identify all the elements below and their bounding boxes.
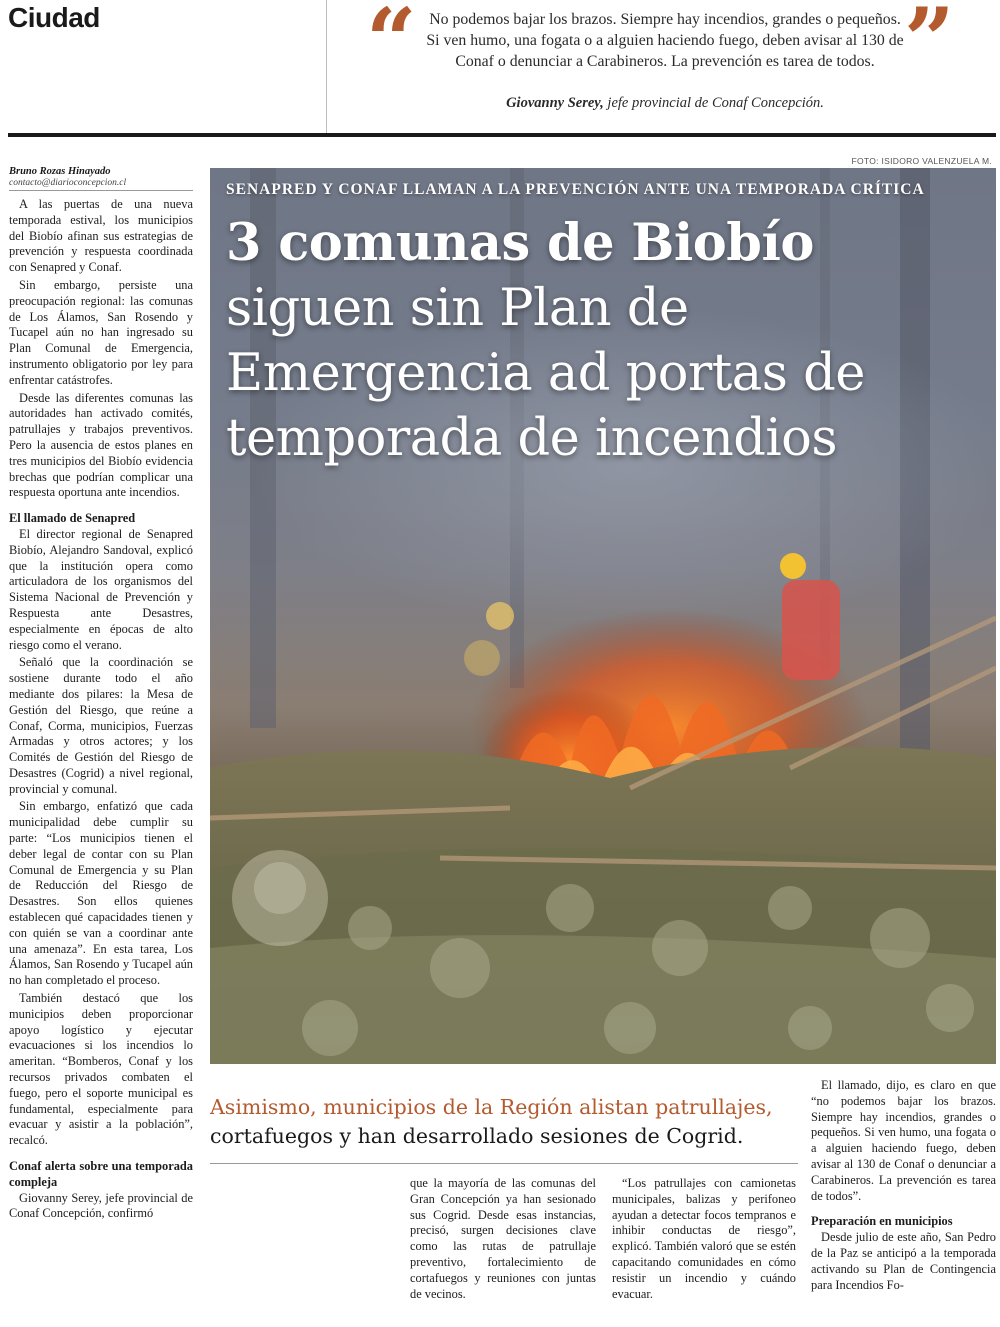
highlight-lede [210,1093,790,1151]
paragraph: Sin embargo, persiste una preocupación regional: las comunas de Los Álamos, San Rosendo y Tucapel aún no han ingresado su Plan Comunal de Emergencia, instrumento obligatorio por ley para enfrentar catástrofes. [9,277,193,387]
paragraph: “Los patrullajes con camionetas municipales, balizas y perifoneo ayudan a detectar focos tempranos e inhibir conductas de riesgo”, explicó. También valoró que se estén capacitando comunidades en cómo resistir un incendio y cuándo evacuar. [612,1176,796,1301]
byline-rule [9,190,193,191]
article-column-1 [9,197,193,1224]
paragraph: que la mayoría de las comunas del Gran Concepción ya han sesionado sus Cogrid. Desde esas instancias, precisó, surgen decisiones clave como las rutas de patrullaje preventivo, fortalecimiento de cortafuegos y reuniones con juntas de vecinos. [410,1176,596,1301]
headline-rest: siguen sin Plan de Emergencia ad portas de temporada de incendios [226,279,865,468]
header-divider [326,0,327,133]
paragraph: Desde las diferentes comunas las autoridades han activado comités, patrullajes y trabajos preventivos. Pero la ausencia de estos planes en tres municipios del Biobío evidencia brechas que podrían complicar una respuesta oportuna ante incendios. [9,390,193,500]
paragraph: El llamado, dijo, es claro en que “no podemos bajar los brazos. Siempre hay incendios, grandes o pequeños. Si ven humo, una fogata o a alguien haciendo fuego, deben avisar al 130 de Conaf o denunciar a Carabineros. La prevención es tarea de todos”. [811,1078,996,1203]
quote-author-role: jefe provincial de Conaf Concepción. [603,95,824,111]
kicker: SENAPRED Y CONAF LLAMAN A LA PREVENCIÓN ANTE UNA TEMPORADA CRÍTICA [226,181,925,198]
highlight-dark: cortafuegos y han desarrollado sesiones de Cogrid. [210,1124,744,1148]
quote-author-name: Giovanny Serey, [506,95,604,111]
paragraph: Giovanny Serey, jefe provincial de Conaf Concepción, confirmó [9,1190,193,1221]
byline-email[interactable]: contacto@diarioconcepcion.cl [9,178,127,188]
paragraph: Señaló que la coordinación se sostiene durante todo el año mediante dos pilares: la Mesa de Gestión del Riesgo, que reúne a Conaf, Corma, municipios, Fuerzas Armadas y otros actores; y los Comités de Gestión del Riesgo de Desastres (Cogrid) a nivel regional, provincial y comunal. [9,655,193,796]
byline-author: Bruno Rozas Hinayado [9,166,111,177]
paragraph: El director regional de Senapred Biobío, Alejandro Sandoval, explicó que la institución opera como articuladora de los organismos del Sistema Nacional de Prevención y Respuesta ante Desastres, especialmente en épocas de alto riesgo como el verano. [9,526,193,652]
subheading: El llamado de Senapred [9,511,136,526]
highlight-rule [210,1163,798,1164]
paragraph: Sin embargo, enfatizó que cada municipalidad debe cumplir su parte: “Los municipios tienen el deber legal de contar con su Plan Comunal de Emergencia y su Plan de Reducción del Riesgo de Desastres. Son ellos quienes establecen qué capacidades tienen y con quién se van a coordinar ante una amenaza”. En esta tarea, Los Álamos, San Rosendo y Tucapel aún no han completado el proceso. [9,799,193,988]
headline [226,211,986,471]
photo-credit: FOTO: ISIDORO VALENZUELA M. [851,156,992,166]
article-column-4 [811,1078,996,1295]
paragraph: Desde julio de este año, San Pedro de la Paz se anticipó a la temporada activando su Plan de Contingencia para Incendios Fo- [811,1230,996,1292]
highlight-orange: Asimismo, municipios de la Región alistan patrullajes, [210,1095,773,1119]
quote-close-icon: ” [904,0,955,92]
paragraph: A las puertas de una nueva temporada estival, los municipios del Biobío afinan sus estrategias de prevención y respuesta coordinada con Senapred y Conaf. [9,197,193,275]
subheading: Conaf alerta sobre una temporada compleja [9,1159,193,1189]
header-rule [8,133,996,137]
subheading: Preparación en municipios [811,1214,953,1229]
article-column-3 [612,1176,796,1304]
article-column-2 [410,1176,596,1304]
section-label: Ciudad [8,2,100,33]
pull-quote-text: No podemos bajar los brazos. Siempre hay incendios, grandes o pequeños. Si ven humo, una fogata o a alguien haciendo fuego, deben avisar al 130 de Conaf o denunciar a Carabineros. La prevención es tarea de todos. [426,11,904,70]
headline-strong: 3 comunas de Biobío [226,213,814,273]
paragraph: También destacó que los municipios deben proporcionar apoyo logístico y ejecutar evacuaciones si los incendios lo ameritan. “Bomberos, Conaf y los recursos privados combaten el fuego, pero el soporte municipal es fundamental, especialmente para evacuar y asistir a la población”, recalcó. [9,991,193,1148]
quote-open-icon: “ [366,0,417,92]
pull-quote-author [425,95,905,112]
